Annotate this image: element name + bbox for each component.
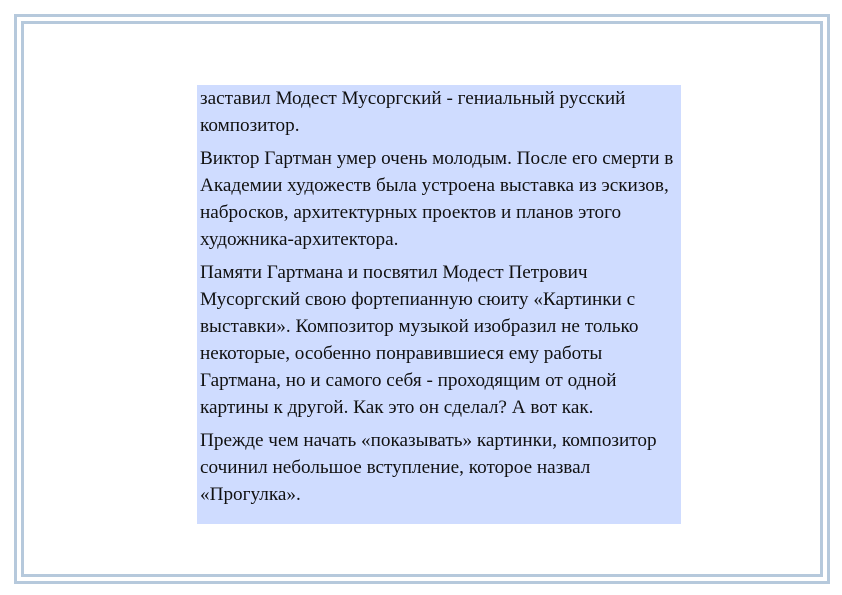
paragraph-4: Прежде чем начать «показывать» картинки, композитор сочинил небольшое вступление, которое назвал «Прогулка». xyxy=(200,430,657,505)
paragraph-3: Памяти Гартмана и посвятил Модест Петрович Мусоргский свою фортепианную сюиту «Картинки с выставки». Композитор музыкой изобразил не только некоторые, особенно понравившиеся ему работы Гартмана, но и самого себя - проходящим от одной картины к другой. Как это он сделал? А вот как. xyxy=(200,262,639,418)
text-box xyxy=(197,85,681,524)
paragraph-2: Виктор Гартман умер очень молодым. После его смерти в Академии художеств была устроена выставка из эскизов, набросков, архитектурных проектов и планов этого художника-архитектора. xyxy=(200,148,674,250)
paragraph-1: заставил Модест Мусоргский - гениальный русский композитор. xyxy=(200,88,626,136)
